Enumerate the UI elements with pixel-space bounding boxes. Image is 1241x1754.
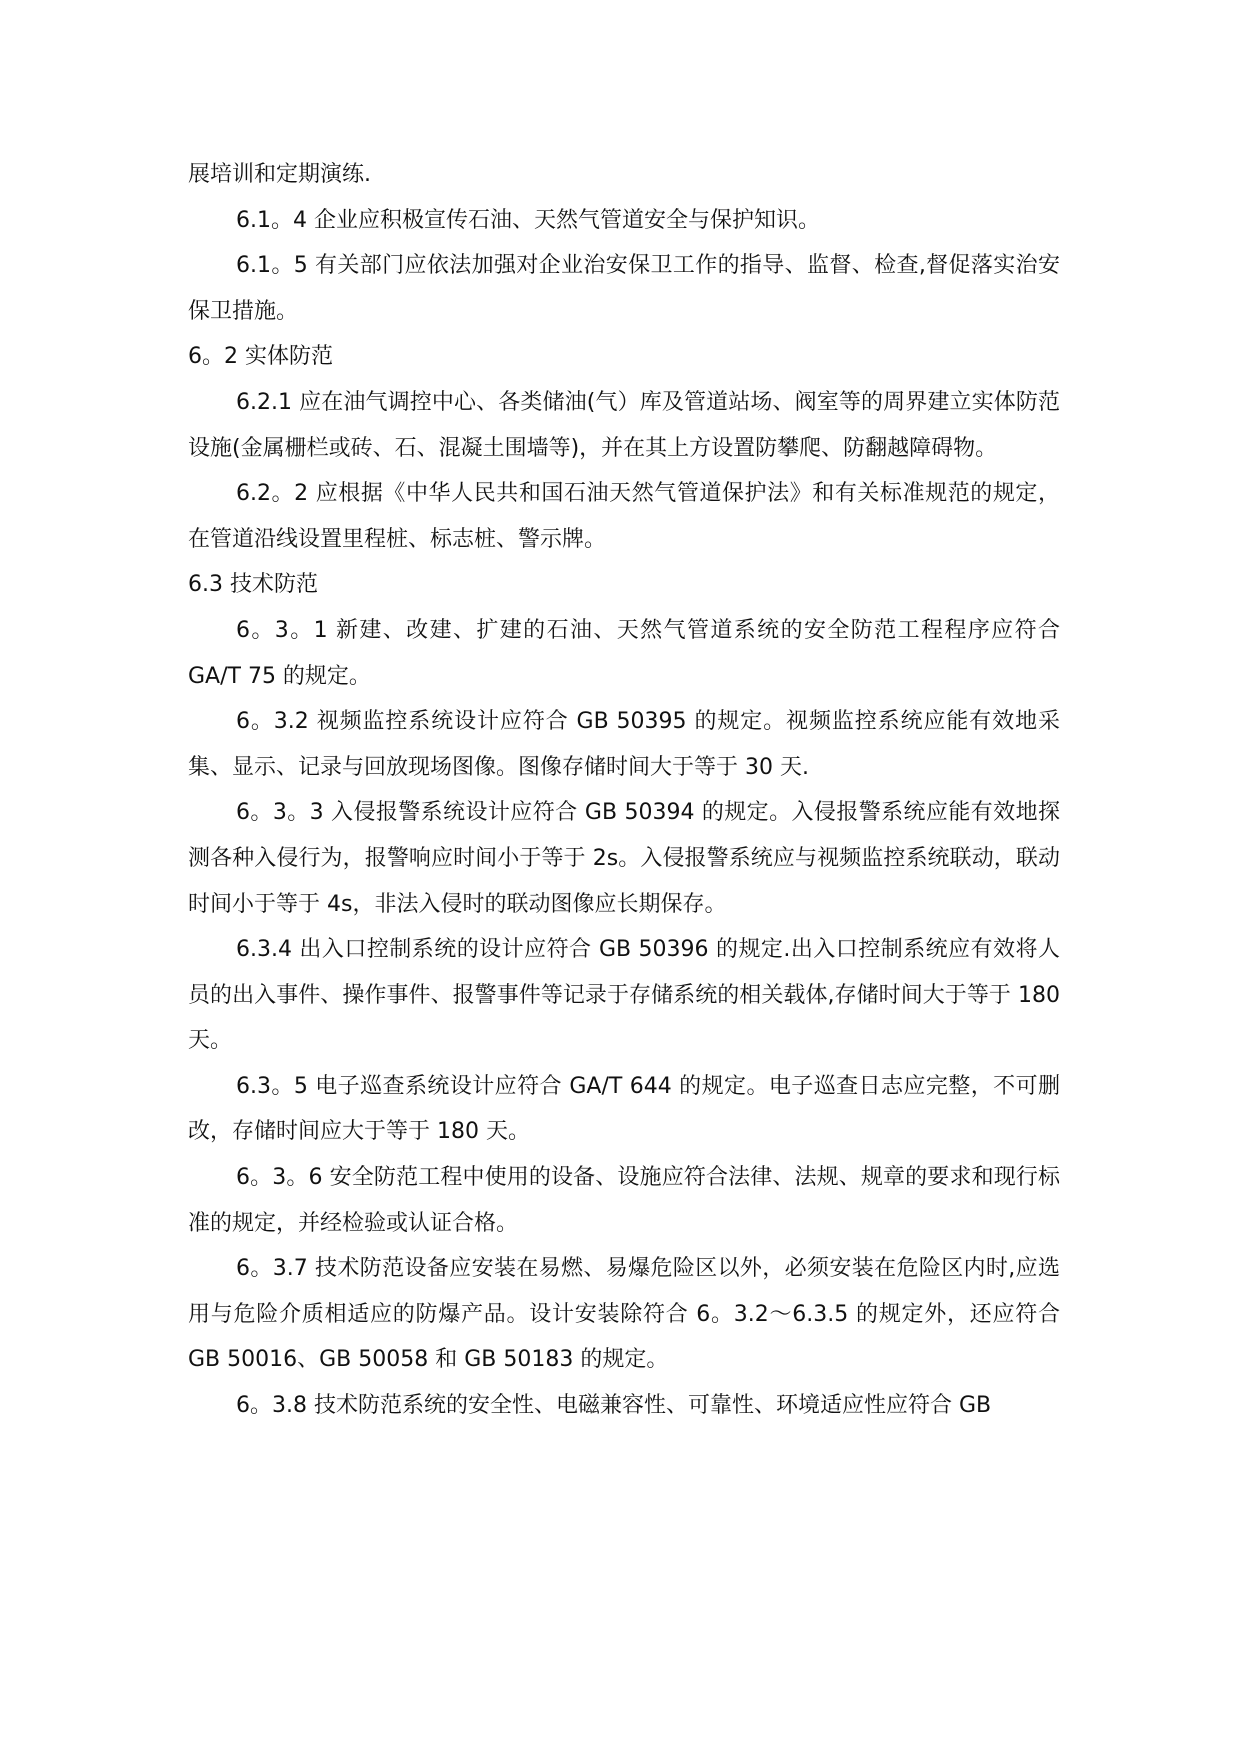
clause-6-3-8: 6。3.8 技术防范系统的安全性、电磁兼容性、可靠性、环境适应性应符合 GB [236,1393,992,1419]
clause-6-3-5: 6.3。5 电子巡查系统设计应符合 GA/T 644 的规定。电子巡查日志应完整，不可删改，存储时间应大于等于 180 天。 [188,1073,1060,1145]
clause-6-2-1: 6.2.1 应在油气调控中心、各类储油(气）库及管道站场、阀室等的周界建立实体防范设施(金属栅栏或砖、石、混凝土围墙等)，并在其上方设置防攀爬、防翻越障碍物。 [188,389,1060,461]
section-heading-6-2: 6。2 实体防范 [188,344,333,370]
section-heading-6-3: 6.3 技术防范 [188,572,318,598]
clause-6-3-3: 6。3。3 入侵报警系统设计应符合 GB 50394 的规定。入侵报警系统应能有效地探测各种入侵行为，报警响应时间小于等于 2s。入侵报警系统应与视频监控系统联动，联动时间小于等于 4s，非法入侵时的联动图像应长期保存。 [188,800,1060,917]
clause-6-3-6: 6。3。6 安全防范工程中使用的设备、设施应符合法律、法规、规章的要求和现行标准的规定，并经检验或认证合格。 [188,1165,1060,1236]
clause-6-1-4: 6.1。4 企业应积极宣传石油、天然气管道安全与保护知识。 [236,207,820,233]
clause-6-3-2: 6。3.2 视频监控系统设计应符合 GB 50395 的规定。视频监控系统应能有效地采集、显示、记录与回放现场图像。图像存储时间大于等于 30 天. [188,709,1060,780]
body-paragraph: 展培训和定期演练. [188,162,371,187]
clause-6-3-1: 6。3。1 新建、改建、扩建的石油、天然气管道系统的安全防范工程程序应符合 GA/T 75 的规定。 [188,617,1060,689]
clause-6-1-5: 6.1。5 有关部门应依法加强对企业治安保卫工作的指导、监督、检查,督促落实治安保卫措施。 [188,253,1060,324]
clause-6-3-7: 6。3.7 技术防范设备应安装在易燃、易爆危险区以外，必须安装在危险区内时,应选用与危险介质相适应的防爆产品。设计安装除符合 6。3.2～6.3.5 的规定外，还应符合 GB 50016、GB 50058 和 GB 50183 的规定。 [188,1256,1060,1373]
clause-6-3-4: 6.3.4 出入口控制系统的设计应符合 GB 50396 的规定.出入口控制系统应有效将人员的出入事件、操作事件、报警事件等记录于存储系统的相关载体,存储时间大于等于 180 天。 [188,937,1060,1054]
clause-6-2-2: 6.2。2 应根据《中华人民共和国石油天然气管道保护法》和有关标准规范的规定，在管道沿线设置里程桩、标志桩、警示牌。 [188,481,1060,552]
document-page [188,152,1060,1429]
